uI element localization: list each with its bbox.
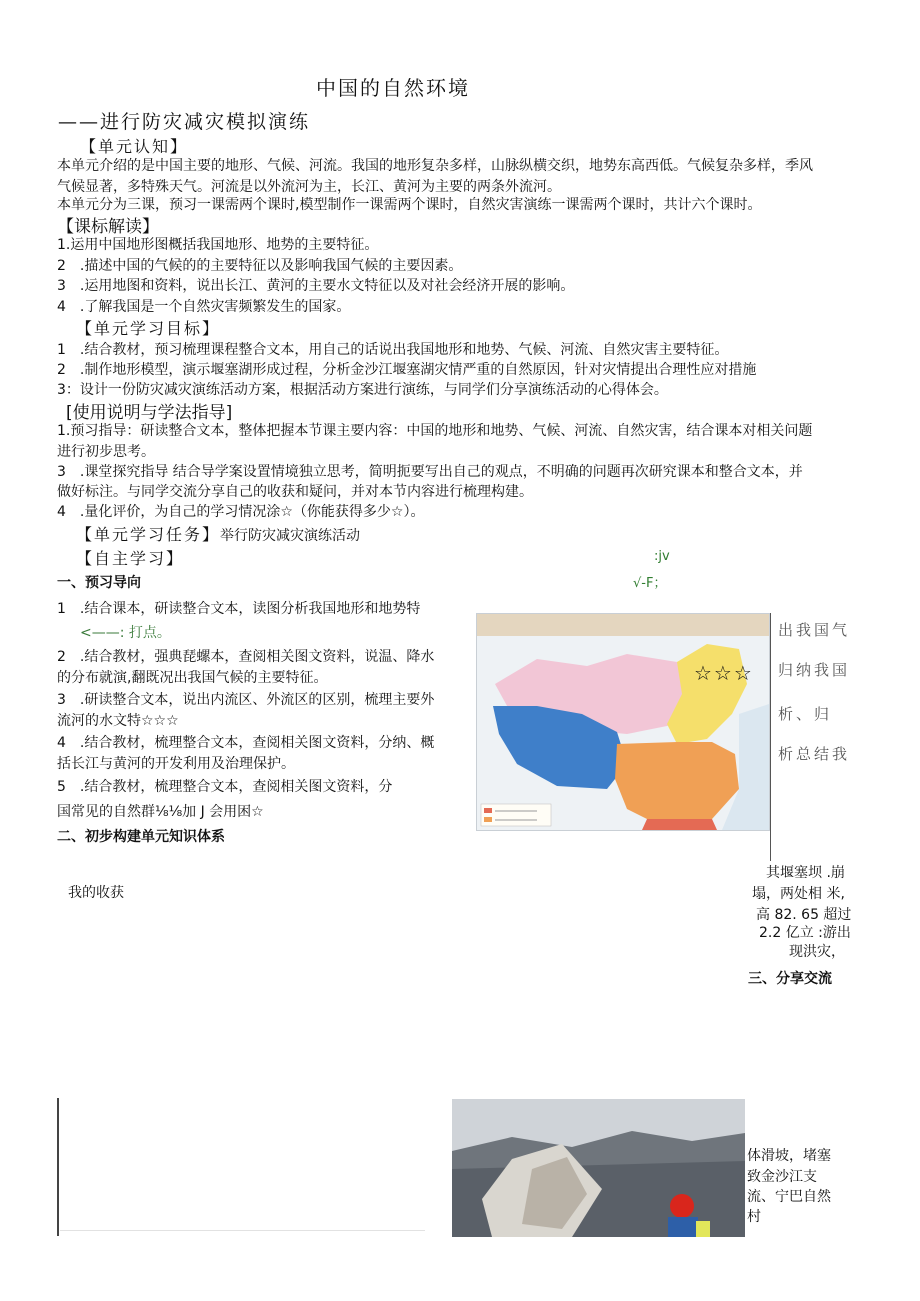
margin-rule bbox=[57, 1098, 59, 1236]
task-heading: 【单元学习任务】 bbox=[76, 525, 221, 544]
page-title: 中国的自然环境 bbox=[316, 76, 470, 100]
preview-item-cont: 括长江与黄河的开发利用及治理保护。 bbox=[57, 756, 295, 772]
harvest-label: 我的收获 bbox=[68, 885, 124, 901]
curriculum-item: 3 .运用地图和资料，说出长江、黄河的主要水文特征以及对社会经济开展的影响。 bbox=[57, 278, 575, 294]
guide-item-3: 3 .课堂探究指导 结合导学案设置情境独立思考，简明扼要写出自己的观点，不明确的问题再次研究课本和整合文本，并 bbox=[57, 464, 803, 480]
preview-item-cont: 流河的水文特☆☆☆ bbox=[57, 713, 179, 729]
guide-item-1-cont: 进行初步思考。 bbox=[57, 444, 155, 460]
unit-intro-line: 气候显著，多特殊天气。河流是以外流河为主，长江、黄河为主要的两条外流河。 bbox=[57, 179, 561, 195]
photo-caption: 村 bbox=[747, 1209, 761, 1225]
unit-intro-text bbox=[57, 156, 857, 216]
preview-item-cont: 的分布就演,翻既况出我国气候的主要特征。 bbox=[57, 670, 328, 686]
preview-item: 1 .结合课本，研读整合文本，读图分析我国地形和地势特 bbox=[57, 601, 421, 617]
curriculum-item: 4 .了解我国是一个自然灾害频繁发生的国家。 bbox=[57, 299, 351, 315]
guide-item-4: 4 .量化评价，为自己的学习情况涂☆（你能获得多少☆）。 bbox=[57, 504, 425, 520]
right-fragment: 现洪灾， bbox=[789, 944, 845, 960]
preview-item: 4 .结合教材，梳理整合文本，查阅相关图文资料，分纳、概 bbox=[57, 735, 435, 751]
preview-heading: 一、预习导向 bbox=[57, 575, 141, 591]
guide-heading: [使用说明与学法指导] bbox=[66, 403, 233, 423]
unit-intro-line: 本单元介绍的是中国主要的地形、气候、河流。我国的地形复杂多样，山脉纵横交织，地势东高西低。气候复杂多样，季风 bbox=[57, 158, 813, 174]
vertical-divider bbox=[770, 613, 771, 861]
self-study-heading: 【自主学习】 bbox=[76, 549, 185, 568]
knowledge-heading: 二、初步构建单元知识体系 bbox=[57, 829, 225, 845]
preview-item: 2 .结合教材，强典琵螺本，查阅相关图文资料，说温、降水 bbox=[57, 649, 435, 665]
map-side-text: 出我国气 bbox=[778, 621, 851, 639]
map-side-text: 归纳我国 bbox=[778, 661, 851, 679]
preview-item: 5 .结合教材，梳理整合文本，查阅相关图文资料，分 bbox=[57, 779, 393, 795]
right-fragment: 2.2 亿立 :游出 bbox=[759, 925, 851, 941]
landslide-photo bbox=[452, 1099, 745, 1237]
page-subtitle: ——进行防灾减灾模拟演练 bbox=[58, 111, 311, 133]
goal-item: 1 .结合教材，预习梳理课程整合文本，用自己的话说出我国地形和地势、气候、河流、自然灾害主要特征。 bbox=[57, 342, 729, 358]
climate-map-image bbox=[476, 613, 770, 831]
right-fragment: 高 82. 65 超过 bbox=[756, 907, 852, 923]
task-text: 举行防灾减灾演练活动 bbox=[220, 528, 361, 544]
preview-item: 3 .研读整合文本，说出内流区、外流区的区别，梳理主要外 bbox=[57, 692, 435, 708]
share-heading: 三、分享交流 bbox=[748, 971, 832, 987]
photo-caption: 流、宁巴自然 bbox=[747, 1189, 831, 1205]
photo-caption: 致金沙江支 bbox=[747, 1169, 817, 1185]
guide-item-3-cont: 做好标注。与同学交流分享自己的收获和疑问，并对本节内容进行梳理构建。 bbox=[57, 484, 533, 500]
rating-stars: ☆☆☆ bbox=[694, 661, 754, 685]
climate-map-svg bbox=[477, 614, 769, 830]
stray-mark: √-F； bbox=[633, 576, 667, 591]
unit-intro-line: 本单元分为三课，预习一课需两个课时,模型制作一课需两个课时，自然灾害演练一课需两个课时，共计六个课时。 bbox=[57, 197, 762, 213]
right-fragment: 塌，两处相 米, bbox=[752, 886, 845, 902]
unit-intro-heading: 【单元认知】 bbox=[80, 137, 189, 156]
goal-item: 2 .制作地形模型，演示堰塞湖形成过程，分析金沙江堰塞湖灾情严重的自然原因，针对灾情提出合理性应对措施 bbox=[57, 362, 757, 378]
guide-item-1: 1.预习指导：研读整合文本，整体把握本节课主要内容：中国的地形和地势、气候、河流、自然灾害，结合课本对相关问题 bbox=[57, 423, 813, 439]
curriculum-item: 2 .描述中国的气候的的主要特征以及影响我国气候的主要因素。 bbox=[57, 258, 463, 274]
photo-caption: 体滑坡，堵塞 bbox=[747, 1148, 831, 1164]
right-fragment: 其堰塞坝 .崩 bbox=[766, 865, 845, 881]
goals-heading: 【单元学习目标】 bbox=[76, 319, 221, 338]
stray-mark: :jv bbox=[654, 549, 670, 564]
map-side-text: 析、归 bbox=[778, 705, 833, 723]
preview-item-cont: 国常见的自然群⅛⅛加 J 会用困☆ bbox=[57, 804, 264, 820]
faint-rule bbox=[60, 1230, 425, 1231]
curriculum-heading: 【课标解读】 bbox=[57, 217, 159, 237]
landslide-photo-svg bbox=[452, 1099, 745, 1237]
map-side-text: 析总结我 bbox=[778, 745, 851, 763]
curriculum-item: 1.运用中国地形图概括我国地形、地势的主要特征。 bbox=[57, 237, 379, 253]
preview-item-cont: <——: 打点。 bbox=[80, 625, 171, 641]
task-line bbox=[76, 522, 360, 545]
goal-item: 3：设计一份防灾减灾演练活动方案，根据活动方案进行演练，与同学们分享演练活动的心得体会。 bbox=[57, 382, 668, 398]
